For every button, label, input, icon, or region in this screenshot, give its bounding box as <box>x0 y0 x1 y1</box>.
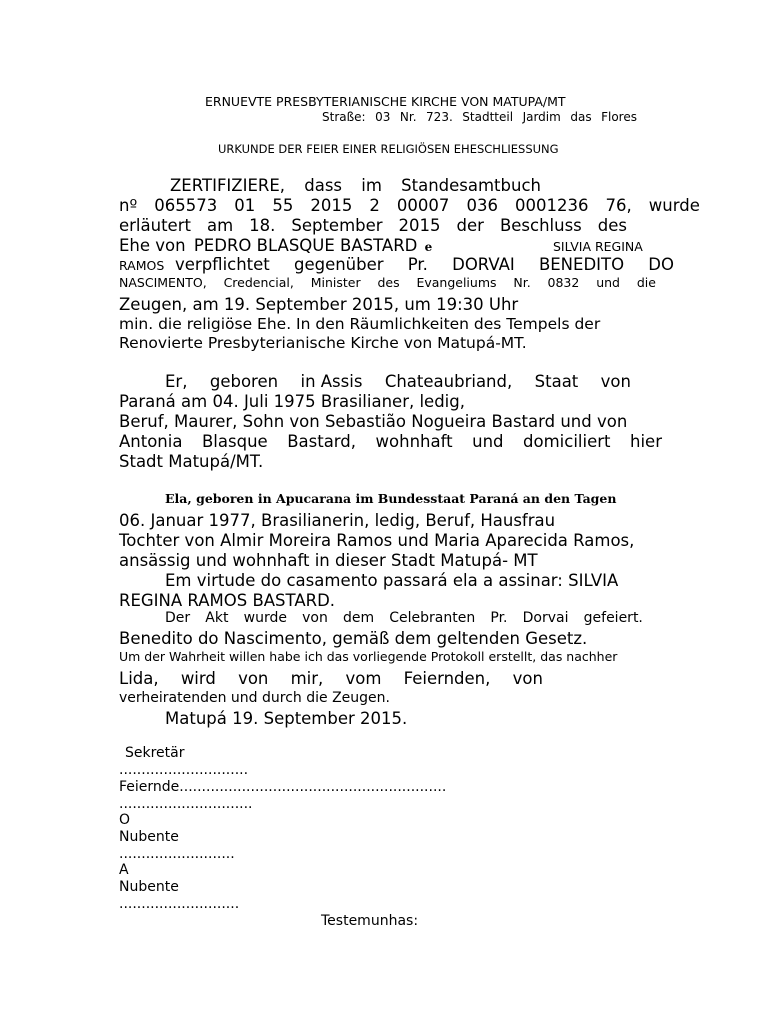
word: 01 <box>234 196 256 215</box>
word: Antonia <box>119 432 183 451</box>
word: ZERTIFIZIERE, <box>170 176 286 195</box>
church-name: ERNUEVTE PRESBYTERIANISCHE KIRCHE VON MATUPA/MT <box>205 94 566 109</box>
word: dass <box>304 176 343 195</box>
certificate-line-3 <box>119 217 627 236</box>
groom-signature-line: .......................... <box>119 846 235 862</box>
word: von <box>512 669 543 688</box>
word: am <box>206 216 234 235</box>
certificate-line-5 <box>175 256 674 275</box>
word: Minister <box>310 275 361 290</box>
groom-line-2: Paraná am 04. Juli 1975 Brasilianer, ledig, <box>119 392 465 411</box>
document-title: URKUNDE DER FEIER EINER RELIGIÖSEN EHESCHLIESSUNG <box>218 142 559 156</box>
word: wohnhaft <box>375 432 453 451</box>
word: in Assis <box>300 372 363 391</box>
word: Staat <box>534 372 579 391</box>
word: 18. <box>249 216 276 235</box>
word: 0832 <box>547 275 580 290</box>
groom-line-4 <box>119 433 662 452</box>
bride-line-2: 06. Januar 1977, Brasilianerin, ledig, Beruf, Hausfrau <box>119 511 556 530</box>
word: 2 <box>369 196 380 215</box>
word: von <box>600 372 631 391</box>
word: Blasque <box>201 432 268 451</box>
word: Flores <box>601 110 637 124</box>
word: 2015 <box>310 196 353 215</box>
word: 00007 <box>396 196 450 215</box>
certificate-line-7: Zeugen, am 19. September 2015, um 19:30 Uhr <box>119 295 519 314</box>
word: und <box>596 275 620 290</box>
bride-signature-line: ........................... <box>119 896 240 912</box>
church-address <box>322 111 637 125</box>
word: Feiernden, <box>403 669 491 688</box>
word: dem <box>342 610 375 626</box>
word: des <box>377 275 400 290</box>
bride-line-4: ansässig und wohnhaft in dieser Stadt Matupá- MT <box>119 551 538 570</box>
word: gefeiert. <box>583 610 643 626</box>
word: geboren <box>209 372 279 391</box>
bride-article: A <box>119 862 129 878</box>
celebrant-line-1 <box>165 610 643 626</box>
word: Pr. <box>407 255 428 274</box>
word: 55 <box>272 196 294 215</box>
word: 0001236 <box>514 196 589 215</box>
word: die <box>636 275 656 290</box>
word: und <box>472 432 504 451</box>
word: Er, <box>165 372 188 391</box>
word: Beschluss <box>499 216 582 235</box>
bride-line-6: REGINA RAMOS BASTARD. <box>119 591 336 610</box>
word: Dorvai <box>522 610 569 626</box>
word: DORVAI <box>452 255 515 274</box>
word: Nr. <box>399 110 417 124</box>
certificate-line-4 <box>119 237 432 256</box>
word: der <box>456 216 484 235</box>
word: wird <box>180 669 216 688</box>
groom-line-5: Stadt Matupá/MT. <box>119 452 264 471</box>
word: 065573 <box>154 196 218 215</box>
word: Straße: <box>322 110 366 124</box>
groom-name: PEDRO BLASQUE BASTARD <box>193 236 418 255</box>
bride-nubente-label: Nubente <box>119 879 179 895</box>
read-line-1 <box>119 670 543 689</box>
word: 036 <box>466 196 498 215</box>
word: hier <box>630 432 662 451</box>
word: Chateaubriand, <box>384 372 513 391</box>
word: erläutert <box>119 216 191 235</box>
certificate-line-1 <box>170 177 541 196</box>
word: wurde <box>648 196 700 215</box>
word: Stadtteil <box>462 110 514 124</box>
groom-article: O <box>119 812 131 828</box>
secretary-label: Sekretär <box>125 745 185 761</box>
bride-name-part1: SILVIA REGINA <box>553 239 643 254</box>
groom-line-1 <box>165 373 631 392</box>
word: Pr. <box>490 610 508 626</box>
word: Celebranten <box>389 610 476 626</box>
word: Jardim <box>522 110 561 124</box>
word: im <box>361 176 382 195</box>
certificate-line-2 <box>119 197 700 216</box>
word: Akt <box>205 610 229 626</box>
word: September <box>291 216 383 235</box>
conjunction-e: e <box>424 240 433 254</box>
word: Standesamtbuch <box>401 176 541 195</box>
bride-line-5: Em virtude do casamento passará ela a assinar: SILVIA <box>165 571 619 590</box>
celebrant-line-2: Benedito do Nascimento, gemäß dem geltenden Gesetz. <box>119 629 588 648</box>
bride-line-1: Ela, geboren in Apucarana im Bundesstaat Paraná an den Tagen <box>165 491 617 506</box>
certificate-line-9: Renovierte Presbyterianische Kirche von Matupá-MT. <box>119 334 527 352</box>
bride-line-3: Tochter von Almir Moreira Ramos und Maria Aparecida Ramos, <box>119 531 635 550</box>
place-date: Matupá 19. September 2015. <box>165 709 408 728</box>
certificate-line-6 <box>119 276 656 290</box>
celebrant-signature-line: ............................................................ <box>179 779 447 795</box>
word: 76, <box>605 196 632 215</box>
word: gegenüber <box>293 255 384 274</box>
word: 2015 <box>398 216 441 235</box>
word: domiciliert <box>523 432 611 451</box>
word: das <box>570 110 592 124</box>
word: Bastard, <box>287 432 357 451</box>
certificate-line-8: min. die religiöse Ehe. In den Räumlichkeiten des Tempels der <box>119 315 601 333</box>
word: vom <box>345 669 382 688</box>
word: von <box>302 610 328 626</box>
witnesses-label: Testemunhas: <box>321 913 419 929</box>
word: BENEDITO <box>538 255 625 274</box>
word: Evangeliums <box>416 275 497 290</box>
word: Lida, <box>119 669 159 688</box>
truth-statement: Um der Wahrheit willen habe ich das vorliegende Protokoll erstellt, das nachher <box>119 649 618 664</box>
word: wurde <box>243 610 287 626</box>
word: Nr. <box>513 275 531 290</box>
word: 723. <box>426 110 453 124</box>
word: 03 <box>375 110 391 124</box>
word: von <box>238 669 269 688</box>
word: DO <box>648 255 674 274</box>
bride-name-part2: RAMOS <box>119 258 165 273</box>
groom-line-3: Beruf, Maurer, Sohn von Sebastião Nogueira Bastard und von <box>119 412 628 431</box>
word: des <box>597 216 627 235</box>
word: Der <box>165 610 191 626</box>
celebrant-signature <box>119 779 446 795</box>
marriage-text: Ehe von <box>119 236 186 255</box>
read-line-2: verheiratenden und durch die Zeugen. <box>119 690 390 706</box>
celebrant-label: Feiernde <box>119 779 180 795</box>
word: Credencial, <box>223 275 294 290</box>
groom-nubente-label: Nubente <box>119 829 179 845</box>
word: nº <box>119 196 138 215</box>
word: NASCIMENTO, <box>119 275 207 290</box>
word: mir, <box>290 669 324 688</box>
word: verpflichtet <box>175 255 270 274</box>
secretary-signature-line: ............................. <box>119 762 249 778</box>
signature-line-2: .............................. <box>119 796 253 812</box>
